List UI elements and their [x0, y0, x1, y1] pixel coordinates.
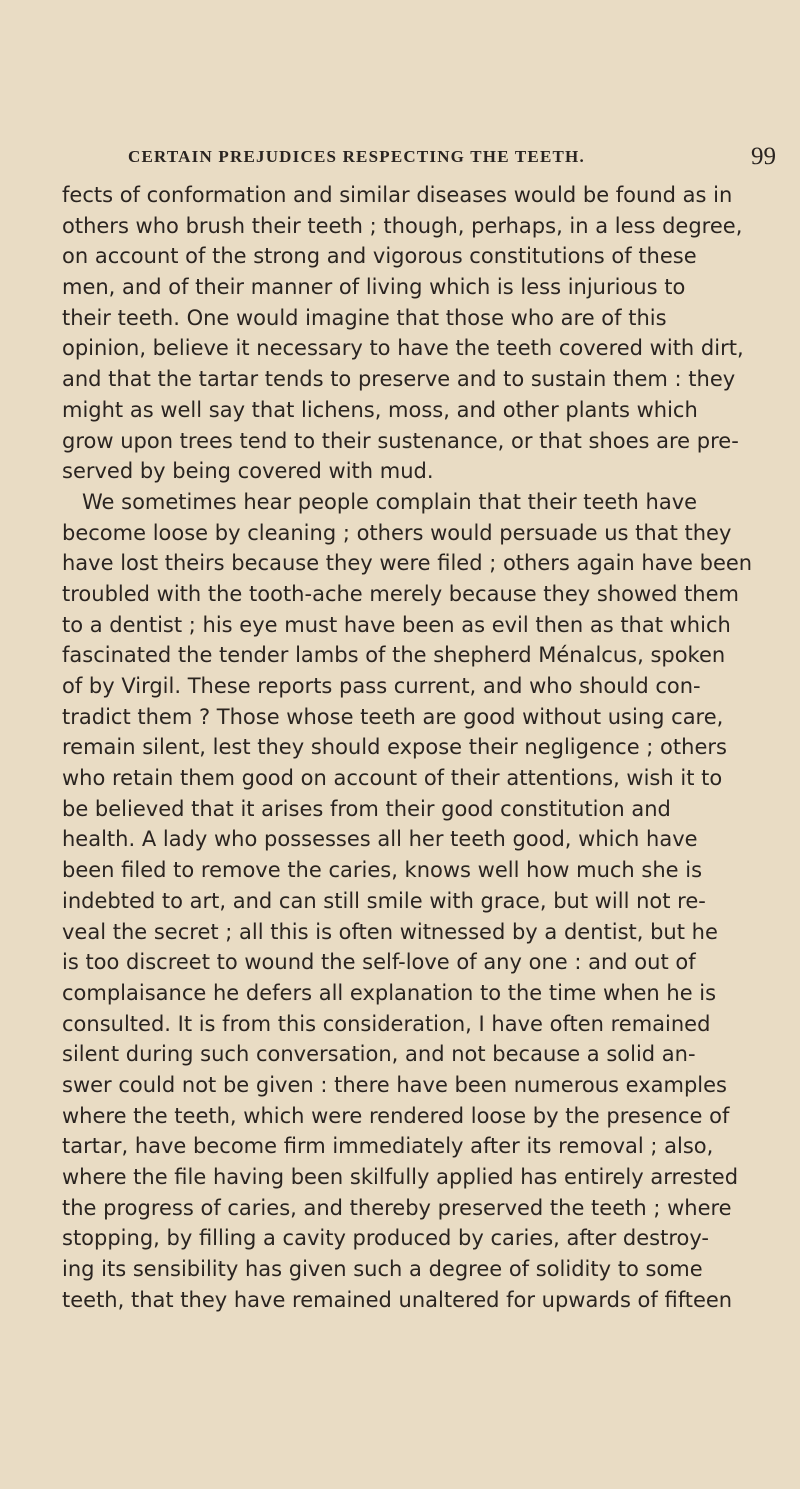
- text-line: men, and of their manner of living which is less injurious to: [62, 275, 686, 300]
- text-line: fascinated the tender lambs of the shepherd Ménalcus, spoken: [62, 643, 726, 668]
- text-line: of by Virgil. These reports pass current, and who should con-: [62, 674, 701, 698]
- text-line: troubled with the tooth-ache merely because they showed them: [62, 581, 739, 606]
- text-line: and that the tartar tends to preserve and to sustain them : they: [62, 367, 736, 392]
- text-line: fects of conformation and similar diseases would be found as in: [62, 183, 733, 207]
- text-line: veal the secret ; all this is often witnessed by a dentist, but he: [62, 919, 718, 944]
- text-line: to a dentist ; his eye must have been as evil then as that which: [62, 612, 731, 637]
- text-line: the progress of caries, and thereby preserved the teeth ; where: [62, 1195, 732, 1220]
- text-line: might as well say that lichens, moss, and other plants which: [62, 397, 698, 422]
- text-line: grow upon trees tend to their sustenance, or that shoes are pre-: [62, 428, 739, 453]
- text-line: where the file having been skilfully applied has entirely arrested: [62, 1165, 739, 1189]
- text-line: stopping, by filling a cavity produced by caries, after destroy-: [62, 1226, 709, 1251]
- text-line: been filed to remove the caries, knows well how much she is: [62, 858, 703, 883]
- text-line: ing its sensibility has given such a degree of solidity to some: [62, 1257, 703, 1282]
- body-text: [62, 180, 800, 1315]
- page-number: 99: [751, 143, 776, 170]
- text-line: tradict them ? Those whose teeth are good without using care,: [62, 704, 724, 729]
- text-line: served by being covered with mud.: [62, 459, 434, 484]
- text-line: remain silent, lest they should expose their negligence ; others: [62, 735, 727, 760]
- running-head: [128, 143, 776, 173]
- text-line: who retain them good on account of their attentions, wish it to: [62, 766, 723, 791]
- text-line: become loose by cleaning ; others would persuade us that they: [62, 520, 732, 545]
- text-line: indebted to art, and can still smile with grace, but will not re-: [62, 888, 706, 913]
- text-line: have lost theirs because they were filed ; others again have been: [62, 551, 753, 576]
- text-line: tartar, have become firm immediately after its removal ; also,: [62, 1134, 714, 1159]
- text-line: complaisance he defers all explanation to the time when he is: [62, 980, 717, 1005]
- text-line: teeth, that they have remained unaltered for upwards of fifteen: [62, 1287, 733, 1312]
- paragraph-start-line: We sometimes hear people complain that their teeth have: [82, 489, 698, 514]
- text-line: their teeth. One would imagine that those who are of this: [62, 305, 667, 330]
- running-title: CERTAIN PREJUDICES RESPECTING THE TEETH.: [128, 147, 585, 166]
- text-line: health. A lady who possesses all her teeth good, which have: [62, 827, 698, 852]
- text-line: silent during such conversation, and not because a solid an-: [62, 1042, 696, 1067]
- text-line: is too discreet to wound the self-love of any one : and out of: [62, 950, 696, 975]
- text-line: where the teeth, which were rendered loose by the presence of: [62, 1103, 730, 1128]
- text-line: consulted. It is from this consideration, I have often remained: [62, 1011, 711, 1036]
- text-line: be believed that it arises from their good constitution and: [62, 796, 671, 821]
- text-line: swer could not be given : there have been numerous examples: [62, 1072, 727, 1097]
- text-line: others who brush their teeth ; though, perhaps, in a less degree,: [62, 213, 743, 238]
- text-line: opinion, believe it necessary to have the teeth covered with dirt,: [62, 336, 744, 361]
- text-line: on account of the strong and vigorous constitutions of these: [62, 244, 697, 269]
